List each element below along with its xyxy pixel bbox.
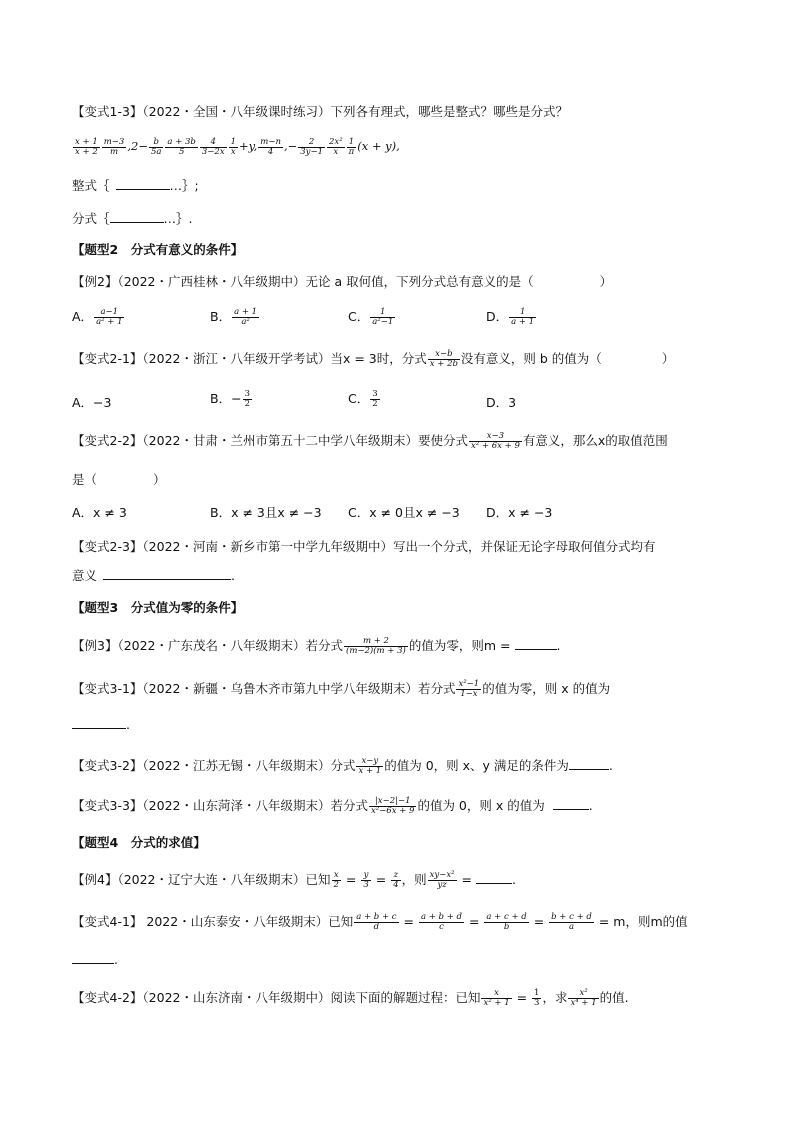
example-2-option-a[interactable]: A． $\frac{a-1}{\text{a² + 1}}$ (72, 307, 123, 327)
fraction: $\frac{1}{\pi}$ (348, 136, 355, 157)
fraction: $\frac{a + 3b}{5}$ (167, 136, 196, 157)
variant-2-2: 【变式2-2】（2022・甘肃・兰州市第五十二中学八年级期末）要使分式 $\frac{x-3}{\text{x² + 6x + 9}}$ 有意义，那么x的取值范围 (72, 431, 668, 451)
fraction: $\frac{1}{x}$ (230, 136, 237, 157)
section-title-type-3: 【题型3 分式值为零的条件】 (72, 600, 244, 615)
answer-blank[interactable] (110, 210, 164, 223)
fraction: $\frac{\text{2x²}}{x}$ (329, 136, 343, 157)
variant-4-1: 【变式4-1】 2022・山东泰安・八年级期末）已知 $\frac{a + b + c}{d}$ = $\frac{a + b + d}{c}$ = $\frac{a + c + d}{b}$ = $\frac{b + c + d}{a}$ = m，则m的值 (72, 912, 688, 932)
fraction: $\frac{4}{3-2x}$ (201, 136, 225, 157)
example-3: 【例3】（2022・广东茂名・八年级期末）若分式 $\frac{m + 2}{(m-2)(m + 3)}$ 的值为零，则m = . (72, 636, 561, 656)
fraction: $\frac{m-3}{m}$ (103, 136, 125, 157)
section-title-type-4: 【题型4 分式的求值】 (72, 835, 206, 850)
answer-blank[interactable] (476, 871, 512, 884)
variant-2-1-option-b[interactable]: B．− $\frac{3}{2}$ (210, 389, 250, 409)
variant-2-1-option-d[interactable]: D．3 (486, 395, 517, 410)
variant-1-3-expressions: $\frac{x + 1}{x + 2}$ $\frac{m-3}{m}$ ,2− $\frac{b}{5a}$ $\frac{a + 3b}{5}$ $\frac{4}{3-2x}$ $\frac{1}{x}$ +y, $\frac{m-n}{4}$ ,− $\frac{2}{3y-1}$ $\frac{\text{2x²}}{x}$ $\frac{1}{\pi}$ (x + y), (75, 136, 400, 157)
answer-blank[interactable] (569, 757, 609, 770)
variant-3-2: 【变式3-2】（2022・江苏无锡・八年级期末）分式 $\frac{x-y}{x + 1}$ 的值为 0，则 x、y 满足的条件为 . (72, 756, 613, 776)
example-4: 【例4】（2022・辽宁大连・八年级期末）已知 $\frac{x}{2}$ = $\frac{y}{3}$ = $\frac{z}{4}$ ，则 $\frac{\text{xy−x²}}{yz}$ = . (72, 870, 516, 890)
fraction-answer-line: 分式｛ …｝. (72, 211, 193, 226)
variant-3-3: 【变式3-3】（2022・山东菏泽・八年级期末）若分式 $\frac{|x-2|-1}{\text{x²−6x + 9}}$ 的值为 0，则 x 的值为 . (72, 796, 593, 816)
fraction: $\frac{x + 1}{x + 2}$ (75, 136, 98, 157)
variant-2-1-option-c[interactable]: C． $\frac{3}{2}$ (348, 389, 378, 409)
variant-2-2-option-d[interactable]: D．x ≠ −3 (486, 505, 553, 520)
answer-blank[interactable] (72, 951, 114, 964)
variant-2-2-line-2: 是（ ） (72, 472, 166, 487)
integer-answer-line: 整式｛ …｝; (72, 178, 199, 193)
example-2-option-b[interactable]: B． $\frac{a + 1}{\text{a²}}$ (210, 307, 258, 327)
variant-2-1-option-a[interactable]: A．−3 (72, 395, 112, 410)
variant-2-2-option-c[interactable]: C．x ≠ 0且x ≠ −3 (348, 505, 460, 520)
fraction: $\frac{2}{3y-1}$ (300, 136, 324, 157)
answer-blank[interactable] (515, 637, 557, 650)
variant-2-2-option-a[interactable]: A．x ≠ 3 (72, 505, 127, 520)
variant-1-3-text: 【变式1-3】（2022・全国・八年级课时练习）下列各有理式，哪些是整式？哪些是分式？ (72, 104, 568, 119)
variant-2-3-line-2: 意义 . (72, 568, 235, 583)
fraction: $\frac{b}{5a}$ (150, 136, 162, 157)
example-2-option-c[interactable]: C． $\frac{1}{\text{a²−1}}$ (348, 307, 394, 327)
example-2: 【例2】（2022・广西桂林・八年级期中）无论 a 取何值，下列分式总有意义的是（ ） (72, 274, 613, 289)
variant-2-2-option-b[interactable]: B．x ≠ 3且x ≠ −3 (210, 505, 322, 520)
fraction: $\frac{m-n}{4}$ (260, 136, 281, 157)
example-2-option-d[interactable]: D． $\frac{1}{a + 1}$ (486, 307, 535, 327)
section-title-type-2: 【题型2 分式有意义的条件】 (72, 242, 244, 257)
variant-4-1-line-2: . (72, 951, 118, 969)
variant-3-1: 【变式3-1】（2022・新疆・乌鲁木齐市第九中学八年级期末）若分式 $\frac{\text{x²−1}}{1-x}$ 的值为零，则 x 的值为 (72, 679, 611, 699)
variant-2-1: 【变式2-1】（2022・浙江・八年级开学考试）当x = 3时，分式 $\frac{x-b}{x + 2b}$ 没有意义，则 b 的值为（ ） (72, 349, 675, 369)
variant-1-3-heading (72, 103, 568, 121)
answer-blank[interactable] (72, 716, 126, 729)
variant-2-3: 【变式2-3】（2022・河南・新乡市第一中学九年级期中）写出一个分式，并保证无论字母取何值分式均有 (72, 539, 656, 554)
variant-3-1-line-2: . (72, 716, 130, 734)
answer-blank[interactable] (116, 177, 170, 190)
answer-blank[interactable] (103, 567, 231, 580)
variant-4-2: 【变式4-2】（2022・山东济南・八年级期中）阅读下面的解题过程：已知 $\frac{x}{\text{x² + 1}}$ = $\frac{1}{3}$ ，求 $\frac{\text{x²}}{\text{x⁴ + 1}}$ 的值. (72, 988, 629, 1008)
answer-blank[interactable] (553, 797, 589, 810)
